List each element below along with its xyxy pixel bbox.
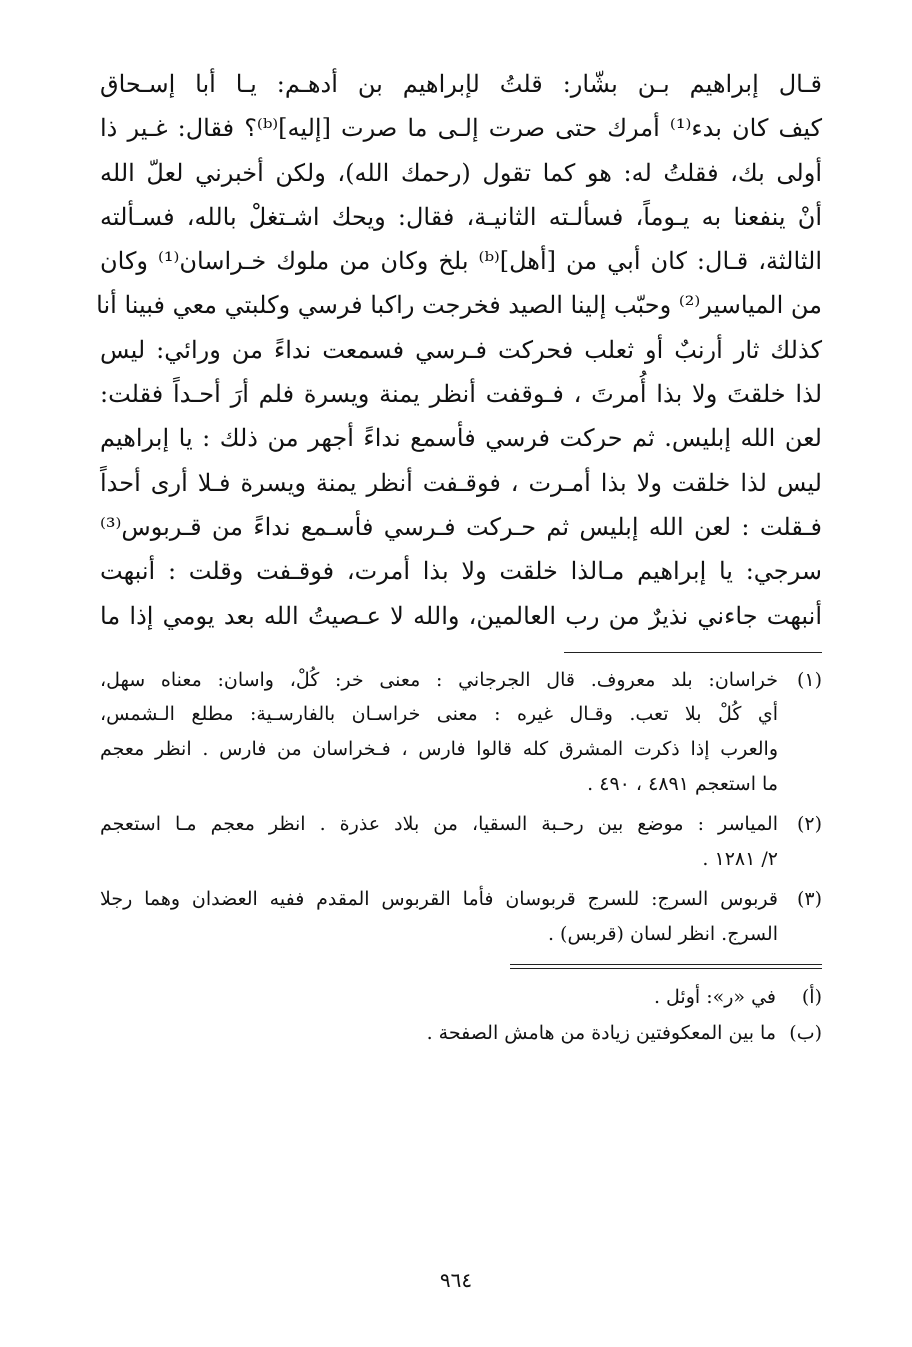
variant-b xyxy=(100,1015,822,1051)
variant-text: في «ر»: أوئل . xyxy=(653,985,776,1008)
footnote-line: قربوس السرج: للسرج قربوسان فأما القربوس المقدم ففيه العضدان وهما رجلا xyxy=(100,888,778,911)
footnote-separator xyxy=(564,652,822,653)
page-number: ٩٦٤ xyxy=(439,1268,473,1292)
variant-a xyxy=(100,979,822,1015)
body-line: سرجي: يا إبراهيم مـالذا خلقت ولا بذا أمرت، فوقـفت وقلت : أنبهت xyxy=(100,557,822,586)
variant-number: (ب) xyxy=(789,1021,822,1044)
footnote-1 xyxy=(100,663,822,801)
footnote-2 xyxy=(100,807,822,876)
footnote-line: السرج. انظر لسان (قربس) . xyxy=(547,923,778,946)
footnote-line: والعرب إذا ذكرت المشرق كله قالوا فارس ، فـخراسان من فارس . انظر معجم xyxy=(100,738,778,761)
body-line: الثالثة، قـال: كان أبي من [أهل]⁽ᵇ⁾ بلخ وكان من ملوك خـراسان⁽¹⁾ وكان xyxy=(100,247,823,276)
footnote-line: ما استعجم ٤٨٩١ ، ٤٩٠ . xyxy=(587,772,778,795)
body-line: أنْ ينفعنا به يـوماً، فسألـته الثانيـة، فقال: ويحك اشـتغلْ بالله، فسـألته xyxy=(100,202,822,231)
body-line: كذلك ثار أرنبٌ أو ثعلب فحركت فـرسي فسمعت نداءً من ورائي: ليس xyxy=(100,335,822,364)
variant-text: ما بين المعكوفتين زيادة من هامش الصفحة . xyxy=(426,1021,776,1044)
footnote-number: (١) xyxy=(796,668,822,691)
footnote-line: خراسان: بلد معروف. قال الجرجاني : معنى خر: كُلْ، واسان: معناه سهل، xyxy=(100,668,778,691)
body-line: لذا خلقتَ ولا بذا أُمرتَ ، فـوقفت أنظر يمنة ويسرة فلم أرَ أحـداً فقلت: xyxy=(100,380,823,409)
footnote-line: ٢/ ١٢٨١ . xyxy=(702,847,778,870)
body-line: ليس لذا خلقت ولا بذا أمـرت ، فوقـفت أنظر يمنة ويسرة فـلا أرى أحداً xyxy=(100,468,822,497)
body-line: لعن الله إبليس. ثم حركت فرسي فأسمع نداءً أجهر من ذلك : يا إبراهيم xyxy=(100,424,822,453)
footnote-3 xyxy=(100,882,822,951)
body-line: من المياسير⁽²⁾ وحبّب إلينا الصيد فخرجت راكبا فرسي وكلبتي معي فبينا أنا xyxy=(96,291,822,320)
body-line: كيف كان بدء⁽¹⁾ أمرك حتى صرت إلـى ما صرت [إليه]⁽ᵇ⁾؟ فقال: غـير ذا xyxy=(100,114,823,143)
manuscript-variants xyxy=(100,979,822,1051)
variants-separator xyxy=(510,964,822,969)
footnotes xyxy=(100,663,822,952)
footnote-line: المياسر : موضع بين رحـبة السقيا، من بلاد عذرة . انظر معجم مـا استعجم xyxy=(100,813,778,836)
footnote-number: (٢) xyxy=(796,813,822,836)
main-text xyxy=(96,62,823,638)
page xyxy=(96,62,823,1051)
variant-number: (أ) xyxy=(801,985,822,1008)
body-line: أنبهت جاءني نذيرٌ من رب العالمين، والله لا عـصيتُ الله بعد يومي إذا ما xyxy=(100,601,822,630)
footnote-line: أي كُلْ بلا تعب. وقـال غيره : معنى خراسـان بالفارسـية: مطلع الـشمس، xyxy=(100,703,778,726)
body-line: فـقلت : لعن الله إبليس ثم حـركت فـرسي فأسـمع نداءً من قـربوس⁽³⁾ xyxy=(100,512,822,541)
footnote-number: (٣) xyxy=(796,888,822,911)
body-line: قـال إبراهيم بـن بشّار: قلتُ لإبراهيم بن أدهـم: يـا أبا إسـحاق xyxy=(100,70,822,98)
body-line: أولى بك، فقلتُ له: هو كما تقول (رحمك الله)، ولكن أخبرني لعلّ الله xyxy=(100,158,822,187)
